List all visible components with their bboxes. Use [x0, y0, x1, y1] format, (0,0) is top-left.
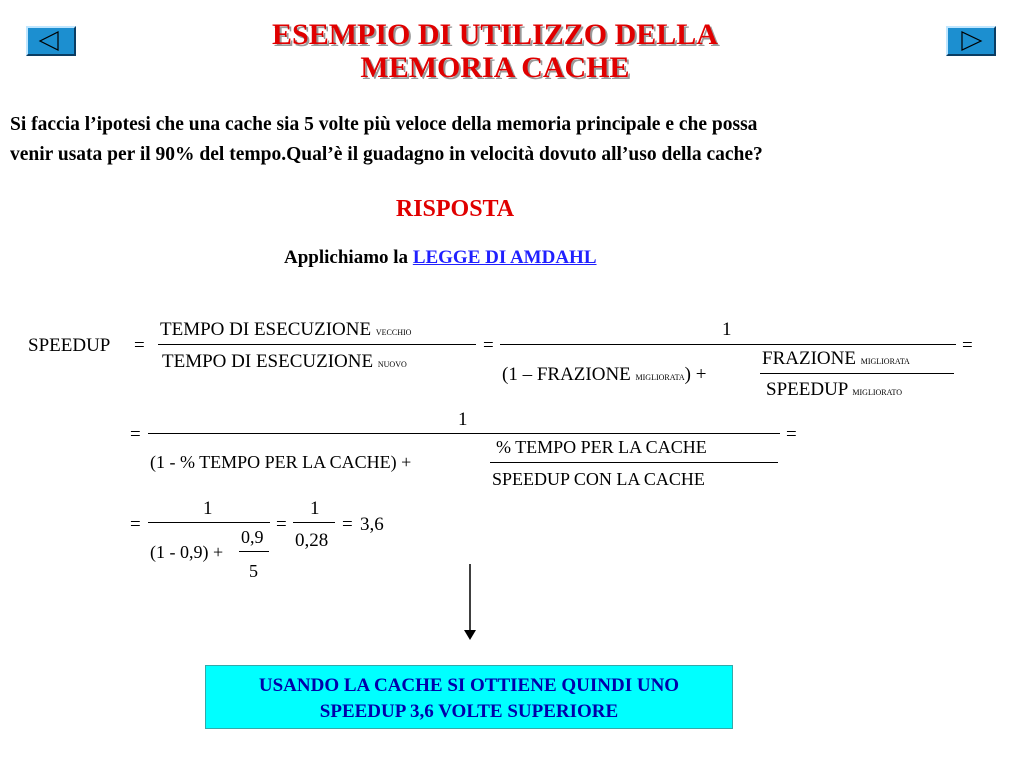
fraction-numerator: 0,9: [241, 527, 264, 547]
equals-sign: =: [276, 514, 287, 535]
triangle-right-icon: [948, 28, 994, 54]
amdahl-law-link[interactable]: LEGGE DI AMDAHL: [412, 247, 597, 268]
equals-sign: =: [786, 424, 797, 445]
fraction-bar: [148, 522, 270, 523]
fraction-denominator: (1 - % TEMPO PER LA CACHE) +: [150, 452, 412, 472]
title-line-2: MEMORIA CACHE: [360, 51, 630, 84]
equals-sign: =: [962, 335, 973, 356]
fraction-numerator: 1: [458, 409, 468, 430]
equals-sign: =: [134, 335, 145, 356]
question-line-2: venir usata per il 90% del tempo.Qual’è il guadagno in velocità dovuto all’uso della cache?: [10, 144, 763, 165]
result-value: 3,6: [360, 514, 384, 535]
fraction-denominator: (1 - 0,9) +: [150, 542, 224, 562]
fraction-denominator: TEMPO DI ESECUZIONE NUOVO: [162, 351, 407, 372]
amdahl-intro: [284, 247, 597, 269]
fraction-numerator: 1: [310, 498, 320, 519]
conclusion-line-1: USANDO LA CACHE SI OTTIENE QUINDI UNO: [258, 675, 680, 696]
amdahl-intro-text: Applichiamo la: [284, 247, 413, 268]
speedup-label: SPEEDUP: [28, 335, 111, 356]
fraction-denominator: SPEEDUP MIGLIORATO: [766, 379, 903, 400]
equals-sign: =: [130, 424, 141, 445]
fraction-bar: [760, 373, 954, 374]
fraction-numerator: TEMPO DI ESECUZIONE VECCHIO: [160, 319, 412, 340]
fraction-numerator: 1: [203, 498, 213, 519]
fraction-bar: [500, 344, 956, 345]
fraction-bar: [490, 462, 778, 463]
conclusion-line-2: SPEEDUP 3,6 VOLTE SUPERIORE: [319, 701, 619, 722]
question-text: [10, 110, 1014, 170]
fraction-bar: [158, 344, 476, 345]
fraction-denominator: (1 – FRAZIONE MIGLIORATA) +: [502, 364, 707, 385]
question-line-1: Si faccia l’ipotesi che una cache sia 5 volte più veloce della memoria principale e che possa: [10, 114, 758, 135]
answer-heading: RISPOSTA: [395, 196, 515, 222]
fraction-denominator: SPEEDUP CON LA CACHE: [492, 469, 705, 489]
fraction-denominator: 0,28: [295, 530, 329, 551]
fraction-denominator: 5: [249, 561, 258, 581]
triangle-left-icon: [28, 28, 74, 54]
fraction-numerator: 1: [722, 319, 732, 340]
fraction-numerator: FRAZIONE MIGLIORATA: [762, 348, 910, 369]
equals-sign: =: [483, 335, 494, 356]
fraction-bar: [148, 433, 780, 434]
equals-sign: =: [130, 514, 141, 535]
fraction-bar: [239, 551, 269, 552]
conclusion-box: [205, 665, 733, 729]
equals-sign: =: [342, 514, 353, 535]
slide-title: [180, 18, 810, 84]
arrow-down-icon: [460, 562, 480, 642]
fraction-bar: [293, 522, 335, 523]
fraction-numerator: % TEMPO PER LA CACHE: [496, 437, 707, 457]
title-line-1: ESEMPIO DI UTILIZZO DELLA: [272, 18, 718, 51]
next-slide-button[interactable]: [946, 26, 996, 56]
prev-slide-button[interactable]: [26, 26, 76, 56]
